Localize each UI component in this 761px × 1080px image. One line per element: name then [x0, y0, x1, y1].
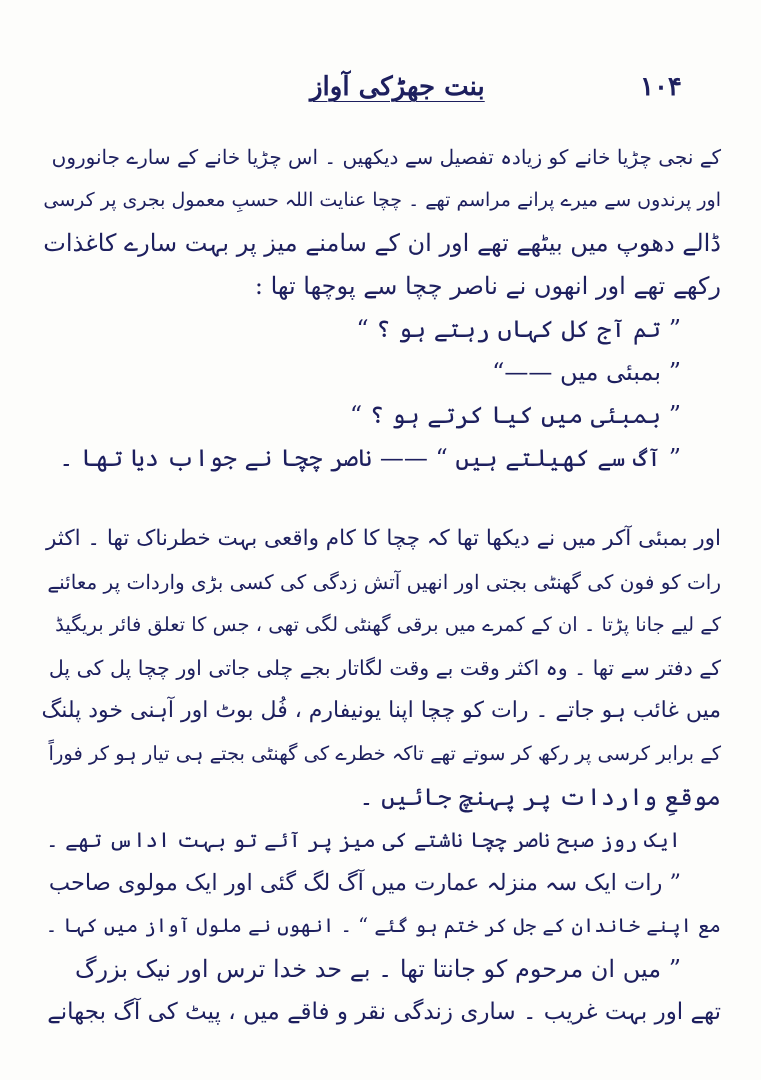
text-line: اور پرندوں سے میرے پرانے مراسم تھے ۔ چچا عنایت اللہ حسبِ معمول بجری پر کرسی: [43, 189, 721, 211]
text-line: کے برابر کرسی پر رکھ کر سوتے تھے تاکہ خطرے کی گھنٹی بجتے ہی تیار ہو کر فوراً: [48, 742, 721, 765]
text-line: ڈالے دھوپ میں بیٹھے تھے اور ان کے سامنے میز پر بہت سارے کاغذات: [43, 229, 721, 257]
dialogue-line: ” بمبئی میں ——“: [492, 358, 681, 386]
text-line: موقعِ واردات پر پہنچ جائیں ۔: [359, 783, 721, 811]
text-line: رات کو فون کی گھنٹی بجتی اور انھیں آتش زدگی کی کسی بڑی واردات پر معائنے: [47, 570, 721, 594]
text-line: تھے اور بہت غریب ۔ ساری زندگی نقر و فاقے میں ، پیٹ کی آگ بجھانے: [47, 999, 721, 1025]
text-line: مع اپنے خاندان کے جل کر ختم ہو گئے “ ۔ انھوں نے ملول آواز میں کہا ۔: [45, 914, 721, 937]
text-line: کے دفتر سے تھا ۔ وہ اکثر وقت بے وقت لگاتار بجے چلی جاتی اور چچا پل کی پل: [48, 656, 721, 680]
text-line: میں غائب ہو جاتے ۔ رات کو چچا اپنا یونیفارم ، فُل بوٹ اور آہنی خود پلنگ: [41, 698, 721, 723]
text-line: ایک روز صبح ناصر چچا ناشتے کی میز پر آئے تو بہت اداس تھے ۔: [46, 828, 681, 852]
text-line: اور بمبئی آکر میں نے دیکھا تھا کہ چچا کا کام واقعی بہت خطرناک تھا ۔ اکثر: [46, 526, 721, 551]
page-number: ۱۰۴: [640, 72, 682, 102]
dialogue-line: ” بمبئی میں کیا کرتے ہو ؟ “: [349, 401, 681, 429]
page-header: [0, 58, 761, 118]
text-line: رکھے تھے اور انھوں نے ناصر چچا سے پوچھا تھا :: [254, 272, 721, 300]
text-line: کے نجی چڑیا خانے کو زیادہ تفصیل سے دیکھیں ۔ اس چڑیا خانے کے سارے جانوروں: [51, 145, 721, 169]
page-title: بنت جھڑکی آواز: [310, 72, 485, 102]
dialogue-line: ” میں ان مرحوم کو جانتا تھا ۔ بے حد خدا ترس اور نیک بزرگ: [75, 955, 681, 983]
dialogue-line: ” تم آج کل کہاں رہتے ہو ؟ “: [356, 315, 681, 343]
text-line: کے لیے جانا پڑتا ۔ ان کے کمرے میں برقی گھنٹی لگی تھی ، جس کا تعلق فائر بریگیڈ: [55, 613, 721, 636]
dialogue-line: ” رات ایک سہ منزلہ عمارت میں آگ لگ گئی اور ایک مولوی صاحب: [48, 870, 681, 896]
dialogue-line: ” آگ سے کھیلتے ہیں “ —— ناصر چچا نے جواب دیا تھا ۔: [59, 444, 681, 472]
